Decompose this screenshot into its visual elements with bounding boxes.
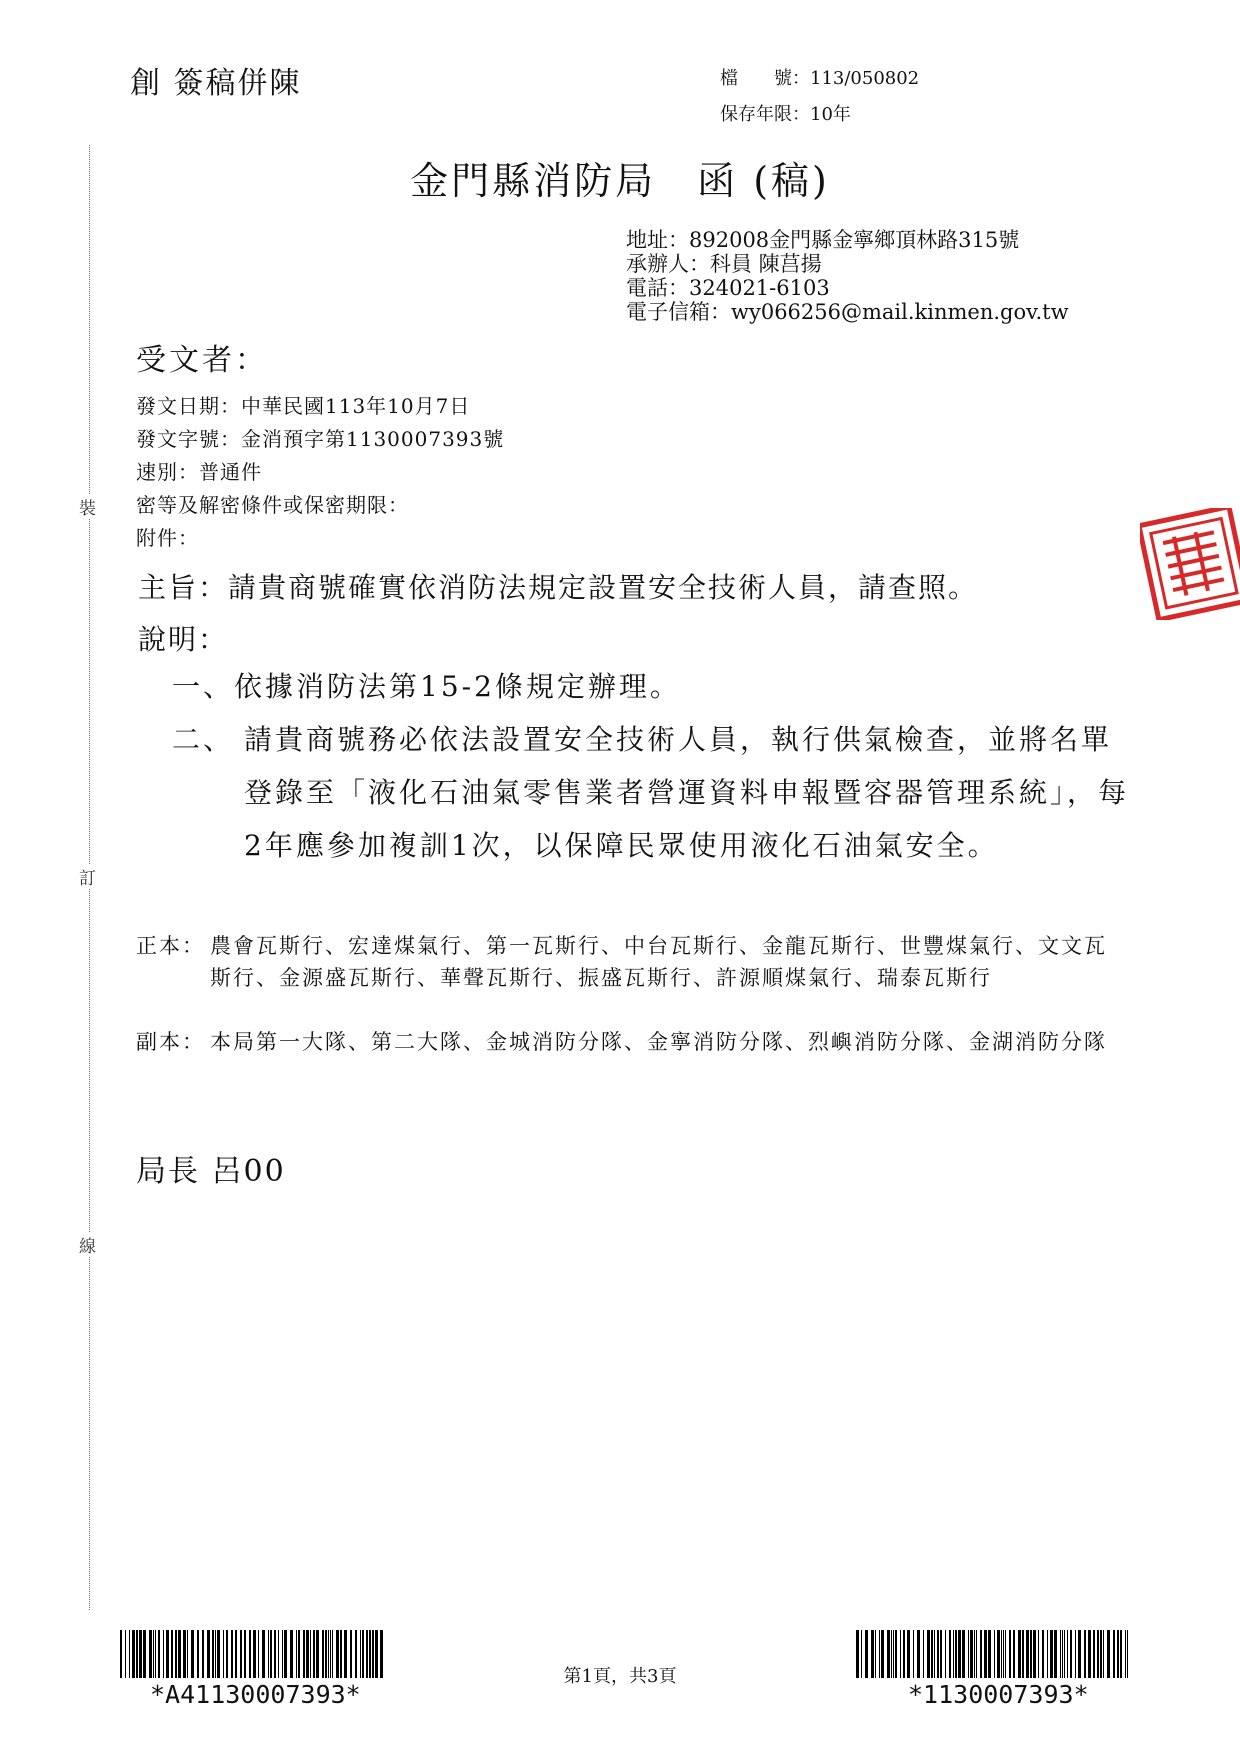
barcode-bar: [962, 1630, 965, 1678]
barcode-right-text: *1130007393*: [908, 1680, 1089, 1709]
barcode-bar: [1064, 1630, 1065, 1678]
issue-date: 發文日期：中華民國113年10月7日: [136, 394, 471, 418]
barcode-bar: [865, 1630, 868, 1678]
barcode-bar: [1097, 1630, 1099, 1678]
barcode-bar: [1120, 1630, 1122, 1678]
barcode-bar: [1117, 1630, 1119, 1678]
document-title: 金門縣消防局 函 (稿): [410, 159, 830, 203]
barcode-bar: [1030, 1630, 1032, 1678]
barcode-bar: [1026, 1630, 1029, 1678]
barcode-bar: [1088, 1630, 1091, 1678]
barcode-bar: [931, 1630, 933, 1678]
barcode-bar: [1070, 1630, 1072, 1678]
barcode-bar: [1107, 1630, 1110, 1678]
cc-label: 副本：: [136, 1030, 205, 1054]
item-number: 二、: [172, 723, 235, 756]
barcode-bar: [958, 1630, 961, 1678]
barcode-right: [856, 1630, 1130, 1678]
barcode-bar: [1125, 1630, 1126, 1678]
barcode-bar: [940, 1630, 942, 1678]
barcode-bar: [881, 1630, 884, 1678]
barcode-bar: [997, 1630, 1000, 1678]
barcode-bar: [955, 1630, 957, 1678]
main-copy-label: 正本：: [136, 934, 205, 958]
barcode-bar: [1093, 1630, 1095, 1678]
page-number: 第1頁，共3頁: [563, 1666, 677, 1687]
barcode-bar: [994, 1630, 995, 1678]
binding-mark-ding: 訂: [79, 864, 96, 889]
contact-phone: 電話：324021-6103: [626, 276, 830, 300]
barcode-bar: [970, 1630, 973, 1678]
file-number: 檔 號：113/050802: [720, 68, 920, 89]
barcode-bar: [1127, 1630, 1128, 1678]
barcode-bar: [976, 1630, 977, 1678]
barcode-bar: [900, 1630, 901, 1678]
document-type: 創 簽稿併陳: [130, 66, 302, 101]
barcode-bar: [1003, 1630, 1004, 1678]
binding-mark-xian: 線: [79, 1232, 96, 1257]
barcode-bar: [879, 1630, 880, 1678]
barcode-bar: [1067, 1630, 1068, 1678]
barcode-bar: [895, 1630, 897, 1678]
barcode-bar: [1042, 1630, 1044, 1678]
barcode-bar: [953, 1630, 954, 1678]
barcode-bar: [1113, 1630, 1115, 1678]
barcode-bar: [988, 1630, 991, 1678]
barcode-bar: [927, 1630, 930, 1678]
barcode-left-text: *A41130007393*: [150, 1680, 361, 1709]
distribution-main: [136, 930, 1116, 994]
attachment: 附件：: [136, 526, 199, 550]
barcode-bar: [1009, 1630, 1011, 1678]
barcode-bar: [923, 1630, 924, 1678]
cc-recipients: 本局第一大隊、第二大隊、金城消防分隊、金寧消防分隊、烈嶼消防分隊、金湖消防分隊: [210, 1030, 1107, 1054]
issue-number: 發文字號：金消預字第1130007393號: [136, 427, 505, 451]
barcode-bar: [907, 1630, 910, 1678]
retention-period: 保存年限：10年: [720, 104, 851, 125]
barcode-bar: [934, 1630, 935, 1678]
barcode-bar: [1033, 1630, 1036, 1678]
barcode-bar: [1013, 1630, 1015, 1678]
barcode-bar: [945, 1630, 946, 1678]
barcode-bar: [1050, 1630, 1053, 1678]
barcode-bar: [1084, 1630, 1086, 1678]
barcode-bar: [891, 1630, 892, 1678]
issue-info: [136, 390, 504, 555]
explanation-item-1: [172, 660, 681, 713]
barcode-bar: [980, 1630, 982, 1678]
red-seal-stamp: [1140, 508, 1240, 620]
barcode-bar: [1018, 1630, 1021, 1678]
barcode-bar: [875, 1630, 876, 1678]
barcode-bar: [1001, 1630, 1002, 1678]
explanation-item-2: [172, 713, 1132, 872]
item-text: 請貴商號務必依法設置安全技術人員，執行供氣檢查，並將名單登錄至「液化石油氣零售業者營運資料申報暨容器管理系統」，每2年應參加複訓1次，以保障民眾使用液化石油氣安全。: [244, 723, 1130, 862]
item-number: 一、: [172, 670, 235, 703]
contact-handler: 承辦人：科員 陳莒揚: [626, 252, 822, 276]
barcode-bar: [1103, 1630, 1104, 1678]
barcode-bar: [861, 1630, 862, 1678]
contact-email: 電子信箱：wy066256@mail.kinmen.gov.tw: [626, 300, 1069, 324]
main-copy-recipients: 農會瓦斯行、宏達煤氣行、第一瓦斯行、中台瓦斯行、金龍瓦斯行、世豐煤氣行、文文瓦斯行、金源盛瓦斯行、華聲瓦斯行、振盛瓦斯行、許源順煤氣行、瑞泰瓦斯行: [210, 934, 1107, 990]
barcode-bar: [1047, 1630, 1048, 1678]
barcode-bar: [1060, 1630, 1061, 1678]
barcode-bar: [968, 1630, 969, 1678]
delivery-speed: 速別：普通件: [136, 460, 262, 484]
barcode-bar: [1078, 1630, 1081, 1678]
secrecy-level: 密等及解密條件或保密期限：: [136, 493, 409, 517]
binding-mark-zhuang: 裝: [79, 494, 96, 519]
barcode-bar: [856, 1630, 859, 1678]
barcode-bar: [1054, 1630, 1057, 1678]
recipient-label: 受文者：: [136, 343, 268, 378]
contact-address: 地址：892008金門縣金寧鄉頂林路315號: [626, 228, 1020, 252]
barcode-bar: [974, 1630, 975, 1678]
subject: 主旨：請貴商號確實依消防法規定設置安全技術人員，請查照。: [138, 571, 979, 604]
barcode-bar: [1005, 1630, 1006, 1678]
item-text: 依據消防法第15-2條規定辦理。: [234, 670, 681, 703]
barcode-bar: [903, 1630, 905, 1678]
barcode-bar: [871, 1630, 874, 1678]
barcode-bar: [1022, 1630, 1024, 1678]
barcode-bar: [937, 1630, 939, 1678]
signer: 局長 呂00: [136, 1154, 286, 1189]
barcode-bar: [913, 1630, 914, 1678]
contact-block: [626, 228, 1069, 324]
barcode-bar: [1062, 1630, 1063, 1678]
barcode-bar: [917, 1630, 920, 1678]
barcode-bar: [1075, 1630, 1076, 1678]
distribution-copy: [136, 1026, 1116, 1058]
barcode-bar: [1038, 1630, 1039, 1678]
barcode-bar: [984, 1630, 987, 1678]
barcode-bar: [1100, 1630, 1102, 1678]
barcode-bar: [893, 1630, 894, 1678]
barcode-bar: [887, 1630, 890, 1678]
explanation-label: 說明：: [138, 623, 229, 656]
barcode-bar: [949, 1630, 951, 1678]
